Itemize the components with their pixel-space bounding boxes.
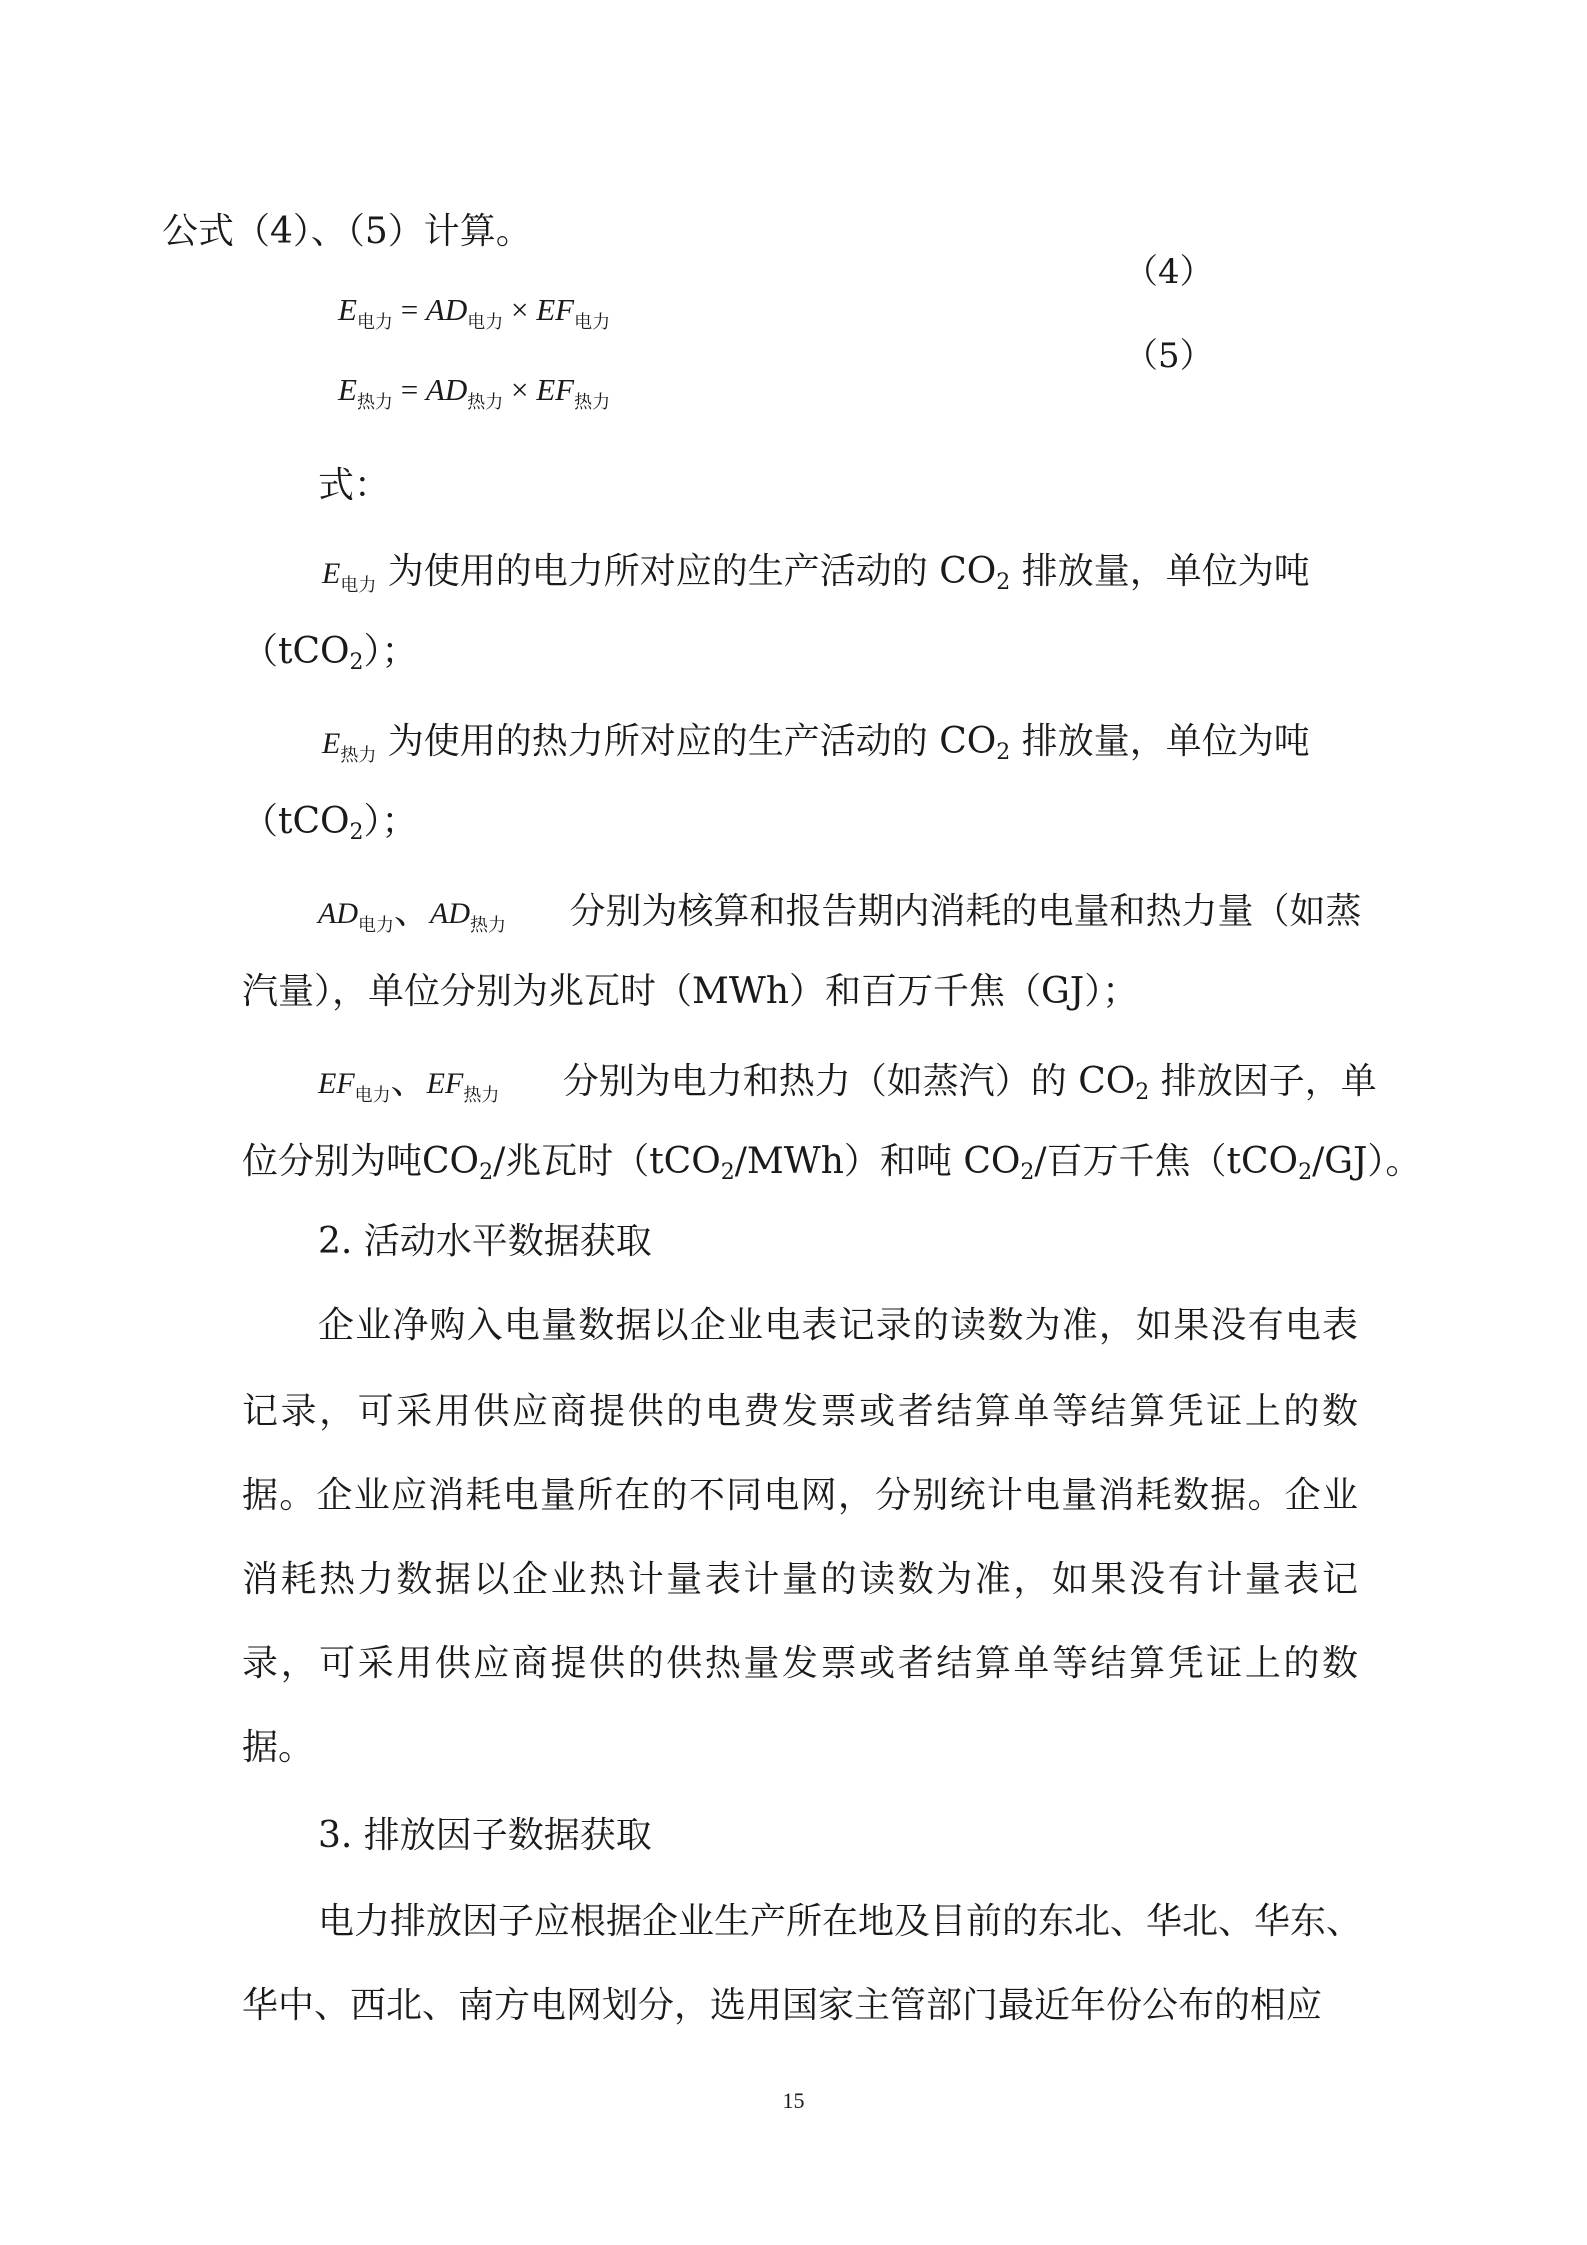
section-2-line: 企业净购入电量数据以企业电表记录的读数为准，如果没有电表	[318, 1305, 1358, 1346]
def-e-power-unit	[242, 628, 418, 687]
eq-ef: EF	[536, 292, 575, 327]
section-3-heading: 3. 排放因子数据获取	[318, 1815, 652, 1856]
def-symbol-2: EF	[426, 1067, 464, 1100]
def-tail: 排放因子，单	[1149, 1061, 1377, 1102]
ef-unit-e: /GJ）。	[1312, 1141, 1422, 1182]
def-ad-line2: 汽量），单位分别为兆瓦时（MWh）和百万千焦（GJ）；	[242, 971, 1139, 1012]
def-symbol-sub: 热力	[340, 745, 377, 765]
eq-equals: =	[400, 292, 419, 327]
section-2-line: 据。	[242, 1727, 315, 1768]
section-3-line: 华中、西北、南方电网划分，选用国家主管部门最近年份公布的相应	[242, 1985, 1323, 2026]
def-symbol: E	[322, 557, 341, 590]
def-symbol-sub-power: 电力	[354, 1085, 391, 1105]
ef-unit-b: /兆瓦时（tCO	[493, 1141, 721, 1182]
equation-number-4: （4）	[1124, 252, 1214, 292]
eq-ef: EF	[536, 372, 575, 407]
eq-lhs: E	[338, 372, 357, 407]
unit-text: （tCO	[242, 631, 350, 672]
where-label: 式：	[318, 465, 391, 506]
eq-ef-sub: 电力	[574, 312, 611, 332]
section-3-line: 电力排放因子应根据企业生产所在地及目前的东北、华北、华东、	[318, 1901, 1363, 1942]
eq-lhs-sub: 热力	[356, 392, 393, 412]
def-symbol: AD	[318, 897, 358, 930]
eq-ad-sub: 热力	[467, 392, 504, 412]
ef-unit-d: /百万千焦（tCO	[1034, 1141, 1299, 1182]
def-e-heat-unit	[242, 798, 418, 857]
def-symbol-sub-heat: 热力	[470, 915, 507, 935]
ef-unit-sub-b: 2	[720, 1160, 735, 1185]
equation-power	[338, 290, 610, 342]
section-2-line: 据。企业应消耗电量所在的不同电网，分别统计电量消耗数据。企业	[242, 1475, 1358, 1516]
def-symbol-sub-heat: 热力	[463, 1085, 500, 1105]
section-2-line: 录，可采用供应商提供的供热量发票或者结算单等结算凭证上的数	[242, 1643, 1358, 1684]
eq-lhs: E	[338, 292, 357, 327]
def-tail: 排放量，单位为吨	[1010, 721, 1310, 762]
ef-unit-c: /MWh）和吨 CO	[734, 1141, 1021, 1182]
def-subscript: 2	[1135, 1080, 1150, 1105]
ef-unit-a: 位分别为吨CO	[242, 1141, 480, 1182]
page-number: 15	[782, 2088, 805, 2113]
def-subscript: 2	[996, 740, 1011, 765]
def-symbol-2: AD	[430, 897, 471, 930]
equation-number-5: （5）	[1124, 336, 1214, 376]
ef-unit-sub-c: 2	[1020, 1160, 1035, 1185]
ef-unit-sub-d: 2	[1298, 1160, 1313, 1185]
def-symbol: EF	[318, 1067, 355, 1100]
def-text: 为使用的电力所对应的生产活动的 CO	[387, 551, 997, 592]
def-symbol: E	[322, 727, 341, 760]
section-2-heading: 2. 活动水平数据获取	[318, 1221, 652, 1262]
eq-ef-sub: 热力	[574, 392, 611, 412]
section-2-line: 消耗热力数据以企业热计量表计量的读数为准，如果没有计量表记	[242, 1559, 1358, 1600]
def-ef-line2	[242, 1138, 1421, 1197]
def-symbol-sub-power: 电力	[358, 915, 394, 935]
def-e-power	[322, 548, 1310, 609]
def-ef	[318, 1058, 1377, 1119]
intro-line: 公式（4）、（5）计算。	[162, 211, 532, 252]
def-text: 分别为电力和热力（如蒸汽）的 CO	[562, 1061, 1136, 1102]
eq-times: ×	[511, 292, 529, 327]
unit-text: （tCO	[242, 801, 350, 842]
ef-unit-sub-a: 2	[479, 1160, 494, 1185]
unit-tail: ）；	[363, 631, 418, 672]
def-sep: 、	[390, 1061, 427, 1102]
def-sep: 、	[394, 891, 431, 932]
def-e-heat	[322, 718, 1310, 779]
eq-ad: AD	[425, 372, 468, 407]
eq-ad: AD	[425, 292, 468, 327]
eq-equals: =	[400, 372, 419, 407]
unit-subscript: 2	[349, 820, 364, 845]
eq-times: ×	[511, 372, 529, 407]
def-text: 分别为核算和报告期内消耗的电量和热力量（如蒸	[569, 891, 1362, 932]
unit-subscript: 2	[349, 650, 364, 675]
eq-lhs-sub: 电力	[356, 312, 393, 332]
unit-tail: ）；	[363, 801, 418, 842]
def-text: 为使用的热力所对应的生产活动的 CO	[387, 721, 997, 762]
eq-ad-sub: 电力	[467, 312, 504, 332]
def-ad	[318, 888, 1361, 949]
def-subscript: 2	[996, 570, 1011, 595]
equation-heat	[338, 370, 610, 422]
def-tail: 排放量，单位为吨	[1010, 551, 1310, 592]
def-symbol-sub: 电力	[340, 575, 377, 595]
section-2-line: 记录，可采用供应商提供的电费发票或者结算单等结算凭证上的数	[242, 1391, 1358, 1432]
